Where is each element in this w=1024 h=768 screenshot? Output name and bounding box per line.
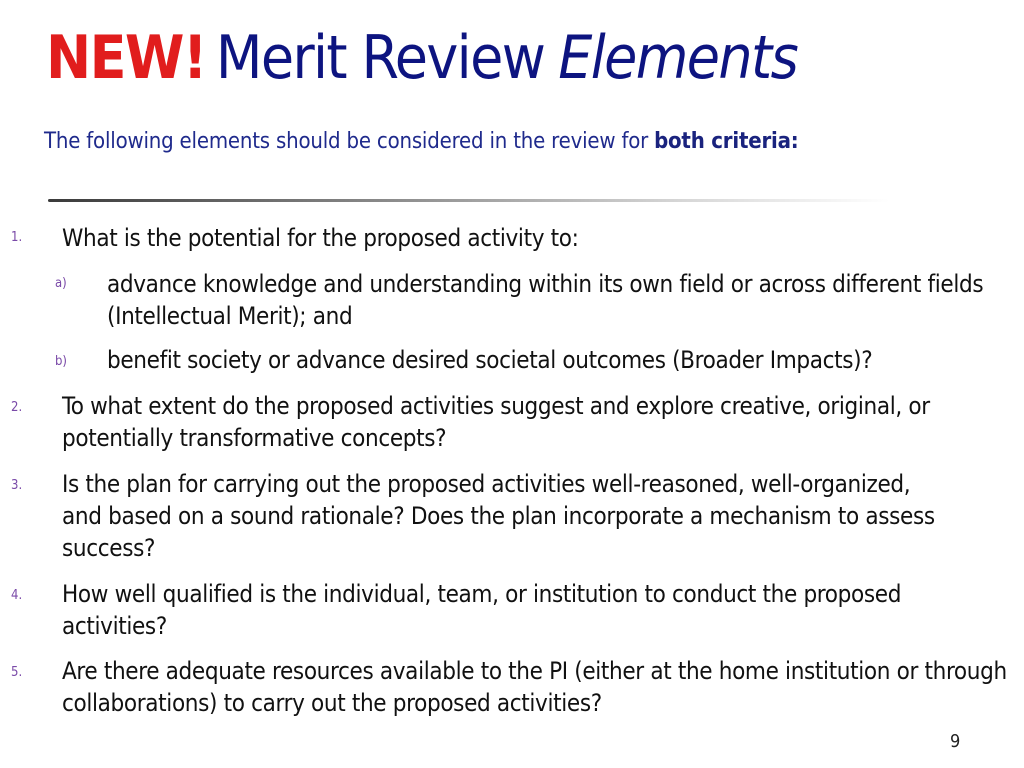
list-item-text: Is the plan for carrying out the proposed activities well-reasoned, well-organized, and based on a sound rationale? Does the plan incorporate a mechanism to assess success? [62,470,935,562]
list-marker: 1. [11,230,23,245]
slide-title [46,22,797,94]
subtitle-bold: both criteria: [654,129,799,154]
subtitle-text: The following elements should be considered in the review for [44,129,649,154]
list-item-text: benefit society or advance desired societal outcomes (Broader Impacts)? [107,346,873,374]
list-marker: 3. [11,478,23,493]
list-item-text: To what extent do the proposed activities suggest and explore creative, original, or potentially transformative concepts? [62,392,930,452]
list-item-text: advance knowledge and understanding within its own field or across different fields (Intellectual Merit); and [107,270,984,330]
list-item-text: How well qualified is the individual, team, or institution to conduct the proposed activities? [62,580,902,640]
list-marker: b) [55,354,67,369]
list-marker: a) [55,276,67,291]
title-main: Merit Review [215,23,545,93]
divider-rule [48,199,890,202]
title-emphasis: Elements [558,23,798,93]
list-marker: 4. [11,588,23,603]
slide-subtitle [44,128,798,156]
page-number: 9 [950,731,961,752]
list-item-text: Are there adequate resources available to the PI (either at the home institution or through collaborations) to carry out the proposed activities? [62,657,1007,717]
list-marker: 2. [11,400,23,415]
list-item-text: What is the potential for the proposed activity to: [62,224,579,252]
list-marker: 5. [11,665,23,680]
title-new-label: NEW! [46,23,206,93]
